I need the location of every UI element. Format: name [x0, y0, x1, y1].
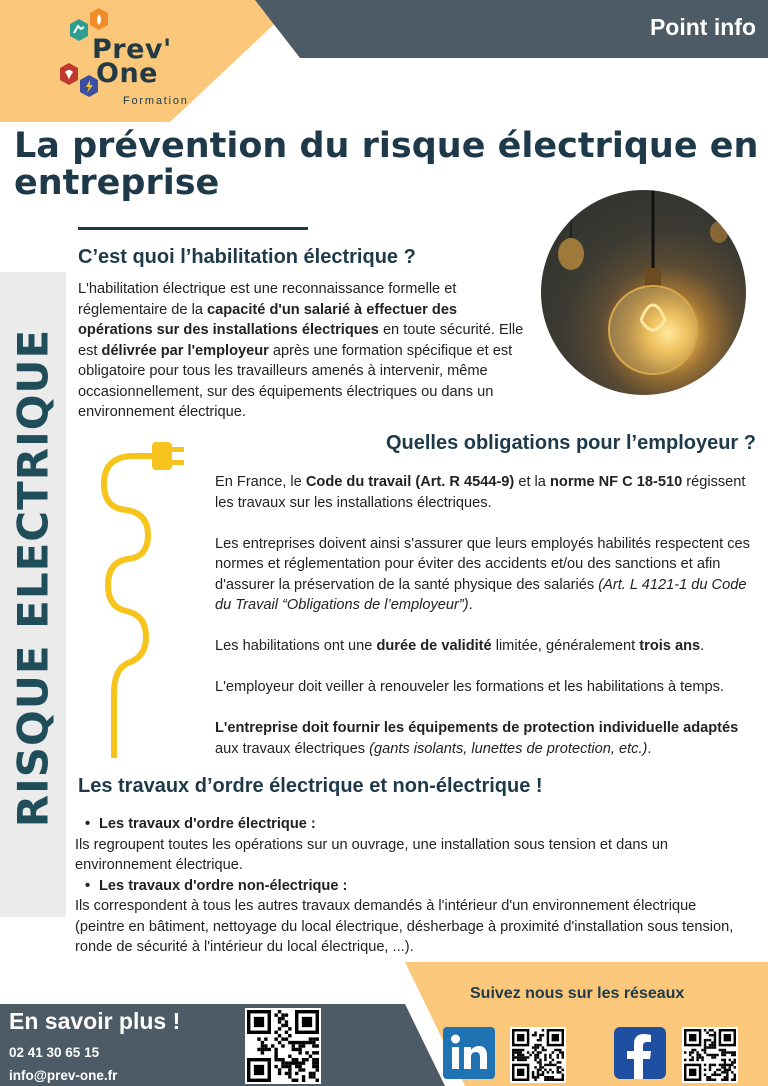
phone-link[interactable]: 02 41 30 65 15	[9, 1045, 100, 1060]
social-heading: Suivez nous sur les réseaux	[470, 985, 685, 1002]
obligations-heading: Quelles obligations pour l’employeur ?	[385, 432, 756, 454]
page-title: La prévention du risque électrique en entreprise	[14, 126, 759, 203]
habilitation-paragraph: L'habilitation électrique est une reconnaissance formelle et réglementaire de la capacité d'un salarié à effectuer des opérations sur des installations électriques en toute sécurité. Elle est délivrée par l'employeur après une formation spécifique et est obligatoire pour tous les travailleurs amenés à intervenir, même occasionnellement, sur des équipements électriques ou dans un environnement électrique.	[78, 281, 524, 420]
obligations-paragraph-1: En France, le Code du travail (Art. R 4544-9) et la norme NF C 18-510 régissent les travaux sur les installations électriques.	[215, 474, 746, 511]
list-item-title: • Les travaux d'ordre non-électrique :	[75, 876, 735, 897]
facebook-icon[interactable]	[614, 1027, 666, 1079]
list-item-title: • Les travaux d'ordre électrique :	[75, 814, 735, 835]
logo-name: Prev' One	[92, 34, 172, 89]
linkedin-icon[interactable]	[443, 1027, 495, 1079]
travaux-body	[75, 814, 735, 958]
logo-subtitle: Formation	[123, 95, 189, 107]
habilitation-heading: C’est quoi l’habilitation électrique ?	[78, 246, 416, 268]
list-item-text: Ils correspondent à tous les autres travaux demandés à l'intérieur d'un environnement électrique (peintre en bâtiment, nettoyage du local électrique, désherbage à proximité d'installation sous tension, ronde de sécurité à l'intérieur du local électrique, ...).	[75, 898, 734, 955]
title-underline	[78, 227, 308, 230]
email-link[interactable]: info@prev-one.fr	[9, 1068, 118, 1083]
obligations-paragraph-5: L'entreprise doit fournir les équipements de protection individuelle adaptés aux travaux électriques (gants isolants, lunettes de protection, etc.).	[215, 720, 739, 757]
electric-plug-icon	[96, 438, 186, 758]
list-item-text: Ils regroupent toutes les opérations sur un ouvrage, une installation sous tension et dans un environnement électrique.	[75, 836, 669, 873]
linkedin-qr-code-icon[interactable]	[510, 1027, 566, 1083]
obligations-paragraph-2: Les entreprises doivent ainsi s'assurer que leurs employés habilités respectent ces normes et réglementation pour éviter des accidents et/ou des sanctions et afin d'assurer la préservation de la santé physique des salariés (Art. L 4121-1 du Code du Travail “Obligations de l’employeur”).	[215, 535, 750, 613]
facebook-qr-code-icon[interactable]	[682, 1027, 738, 1083]
obligations-body	[215, 472, 755, 780]
obligations-paragraph-3: Les habilitations ont une durée de validité limitée, généralement trois ans.	[215, 638, 705, 654]
travaux-heading: Les travaux d’ordre électrique et non-électrique !	[78, 775, 543, 797]
point-info-badge: Point info	[649, 14, 756, 40]
light-bulb-photo	[541, 190, 746, 395]
website-qr-code-icon[interactable]	[245, 1008, 321, 1084]
side-vertical-label: RISQUE ELECTRIQUE	[8, 328, 58, 828]
obligations-paragraph-4: L'employeur doit veiller à renouveler les formations et les habilitations à temps.	[215, 679, 724, 695]
en-savoir-plus-heading: En savoir plus !	[9, 1008, 181, 1034]
